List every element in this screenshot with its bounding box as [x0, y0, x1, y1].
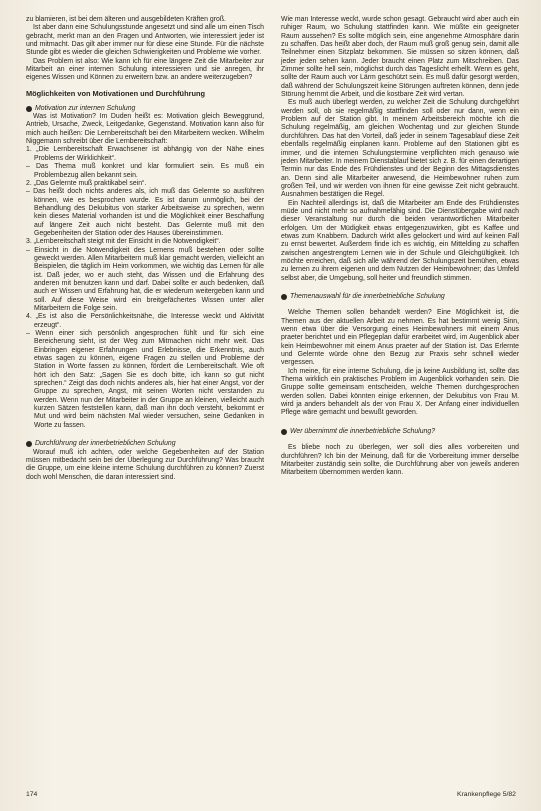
numbered-point: 4. „Es ist also die Persönlichkeitsnähe, die Interesse weckt und Aktivität erzeugt“.: [26, 313, 264, 329]
numbered-point: 3. „Lernbereitschaft steigt mit der Einsicht in die Notwendigkeit“.: [26, 238, 221, 246]
subheading: Motivation zur internen Schulung: [26, 105, 264, 113]
bullet-icon: [26, 106, 32, 112]
paragraph: Es bliebe noch zu überlegen, wer soll dies alles vorbereiten und durchführen? Ich bin der Meinung, daß für die Vorbereitung immer derselbe Mitarbeiter zuständig sein sollte, die Durchführung aber von jeweils anderen Mitarbeitern übernommen werden kann.: [281, 444, 519, 477]
paragraph: Was ist Motivation? Im Duden heißt es: Motivation gleich Beweggrund, Antrieb, Ursache, Zweck, Leitgedanke, Gegenstand. Motivation kann also für mich auch heißen: Die Lernbereitschaft bei den Mitarbeitern wecken. Wilhelm Niggemann schreibt über die Lernbereitschaft:: [26, 113, 264, 146]
paragraph: Worauf muß ich achten, oder welche Gegebenheiten auf der Station müssen mitbedacht sein bei der Überlegung zur Durchführung? Was braucht die Gruppe, um eine kleine interne Schulung durchführen zu können? Zuerst doch wohl Menschen, die daran interessiert sind.: [26, 448, 264, 481]
dash-point: – Einsicht in die Notwendigkeit des Lernens muß bestehen oder sollte geweckt werden. Allen Mitarbeitern muß klar gemacht werden, vielleicht an Beispielen, die täglich im Heim vorkommen, wie wichtig das Lernen für alle ist. Daß jeder, wo er auch steht, das Wissen und die Erfahrung des anderen mit benutzen kann und darf. Dabei sollte er auch bedenken, daß auch er Wissen und Erfahrung hat, die er wiederum weitergeben kann und soll. Auf diese Weise wird ein breitgefächertes Wissen unter aller Mitarbeitern die Folge sein.: [26, 246, 264, 312]
paragraph: Ist aber dann eine Schulungsstunde angesetzt und sind alle um einen Tisch gebracht, merkt man an den Fragen und Antworten, wie interessiert jeder ist und mitmacht. Das gilt aber immer nur für diese eine Stunde. Für die nächste Stunde gibt es wieder die gleichen Schwierigkeiten und Probleme wie vorher.: [26, 24, 264, 57]
dash-point: – Wenn einer sich persönlich angesprochen fühlt und für sich eine Bereicherung sieht, ist der Weg zum Mitmachen nicht mehr weit. Das Einbringen eigener Erfahrungen und Erlebnisse, die Erkenntnis, auch etwas sagen zu können, eigene Fragen zu stellen und Probleme der Station in Worte fassen zu können, fördert die Lernbereitschaft. Wie oft hört ich den Satz: „Sagen Sie es doch bitte, ich kann so gut nicht sprechen.“ Zeigt das doch nichts anderes als, hier hat einer Angst, vor der Gruppe zu sprechen, Angst, mit seinen Worten nicht verstanden zu werden. Wenn nun der Mitarbeiter in der Gruppe an kleinen, vielleicht auch kurzen Sätzen feststellen kann, daß man ihn doch versteht, bekommt er Mut und wird beim nächsten Mal wieder versuchen, seine Gedanken in Worte zu fassen.: [26, 330, 264, 429]
subheading: Durchführung der innerbetrieblichen Schulung: [26, 440, 264, 448]
paragraph: Das Problem ist also: Wie kann ich für eine längere Zeit die Mitarbeiter zur Mitarbeit an einer internen Schulung interessieren und sie anregen, ihr eigenes Wissen und Können zu erweitern bzw. an andere weiterzugeben?: [26, 57, 264, 82]
dash-point: – Das Thema muß konkret und klar formuliert sein. Es muß ein Problembezug allen bekannt sein.: [26, 163, 264, 179]
paragraph: Ich meine, für eine interne Schulung, die ja keine Ausbildung ist, sollte das Thema wirklich ein praktisches Problem im Augenblick vorhanden sein. Die Gruppe sollte gemeinsam entscheiden, welche Themen durchgesprochen werden sollen. Dabei könnten einige erkennen, der Dekubitus von Frau M. wird ja anders behandelt als der von Frau X. Der Anfang einer individuellen Pflege wäre gemacht und bewußt geworden.: [281, 367, 519, 417]
section-heading: Möglichkeiten von Motivationen und Durchführung: [26, 88, 206, 98]
paragraph: zu blamieren, ist bei dem älteren und ausgebildeten Kräften groß.: [26, 16, 226, 23]
paragraph: Wie man Interesse weckt, wurde schon gesagt. Gebraucht wird aber auch ein ruhiger Raum, wo Schulung stattfinden kann. Wie müßte ein geeigneter Raum aussehen? Es sollte möglich sein, eine angenehme Atmosphäre darin zu schaffen. Das heißt aber doch, der Raum muß groß genug sein, damit alle Teilnehmer einen Sitzplatz bekommen. Sie müssen so sitzen können, daß jeder jeden sehen kann. Jeder braucht einen Platz zum Mitschreiben. Das Zimmer sollte hell sein, möglichst durch das Tageslicht erhellt. Wenn es geht, sollte der Raum auch vor Lärm geschützt sein. Es muß dafür gesorgt werden, daß während der Schulungszeit keine Störungen auftreten können, denn jede Störung hemmt die Arbeit, und die kostbare Zeit wird vertan.: [281, 16, 519, 99]
bullet-icon: [281, 429, 287, 435]
dash-point: – Das heißt doch nichts anderes als, ich muß das Gelernte so ausführen können, wie es besprochen wurde. Es ist darum unmöglich, bei der Behandlung des Dekubitus von starker Arbeitsweise zu sprechen, wenn kein dieses Material vorhanden ist und die Möglichkeit einer Beschaffung auf längere Zeit auch nicht besteht. Das Gelernte muß mit den Gegebenheiten der Station oder des Hauses übereinstimmen.: [26, 188, 264, 237]
bullet-icon: [26, 441, 32, 447]
paragraph: Welche Themen sollen behandelt werden? Eine Möglichkeit ist, die Themen aus der aktuellen Arbeit zu nehmen. Es hat bestimmt wenig Sinn, wenn etwa über die Versorgung eines Heimbewohners mit einem Anus praeter berichtet und ein Pflegeplan dafür erarbeitet wird, im Augenblick aber kein Heimbewohner mit einem Anus praeter auf der Station ist. Das Erlernte und Gelernte würde ohne den Bezug zur Praxis sehr schnell wieder vergessen.: [281, 309, 519, 367]
right-column: [281, 16, 519, 478]
page-number: 174: [26, 791, 38, 798]
journal-issue: Krankenpflege 5/82: [457, 791, 516, 798]
numbered-point: 2. „Das Gelernte muß praktikabel sein“.: [26, 179, 147, 187]
left-column: [26, 16, 264, 482]
bullet-icon: [281, 294, 287, 300]
subheading: Themenauswahl für die innerbetriebliche Schulung: [281, 293, 519, 301]
numbered-point: 1. „Die Lernbereitschaft Erwachsener ist abhängig von der Nähe eines Problems der Wirklichkeit“.: [26, 146, 264, 162]
paragraph: Es muß auch überlegt werden, zu welcher Zeit die Schulung durchgeführt werden soll, ob sie regelmäßig stattfinden soll oder nur dann, wenn ein Problem auf der Station gibt. In meinem Arbeitsbereich möchte ich die Schulung regelmäßig, am gleichen Wochentag und zur gleichen Stunde durchführen. Das hat den Vorteil, daß jeder in seinem Tagesablauf diese Zeit ebenfalls regelmäßig einplanen kann. Probleme auf den Stationen gibt es immer, und die internen Schulungstermine verpflichten mich genauso wie jeden Mitarbeiter. In meinem Dienstablauf bietet sich z. B. für einen derartigen Termin nur das Ende des Frühdienstes und der Beginn des Mittagsdienstes an. Denn sind alle Mitarbeiter anwesend, die Heimbewohner ruhen zum großen Teil, und wir werden von ihnen für eine gewisse Zeit nicht gebraucht. Ausnahmen bestätigen die Regel.: [281, 99, 519, 199]
paragraph: Ein Nachteil allerdings ist, daß die Mitarbeiter am Ende des Frühdienstes müde und nicht mehr so aufnahmefähig sind. Die Dienstübergabe wird nach dieser Veranstaltung nur durch die beiden verantwortlichen Mitarbeiter erfolgen. Um der Müdigkeit etwas entgegenzuwirken, gibt es Kaffee und etwas zum Knabbern. Dadurch wirkt alles gelockert und wird auf keinen Fall zu ernst bewertet. Außerdem finde ich es wichtig, ein Mittelding zu schaffen zwischen angestrengtem Lernen wie in der Schule und Gleichgültigkeit. Ich möchte erreichen, daß sich alle während der Schulungszeit bemühen, etwas zu lernen zu ihrem eigenen und dem Nutzen der Heimbewohner; das Umfeld selbst aber, die Umgebung, soll heiter und freundlich stimmen.: [281, 199, 519, 282]
subheading: Wer übernimmt die innerbetriebliche Schulung?: [281, 428, 519, 436]
